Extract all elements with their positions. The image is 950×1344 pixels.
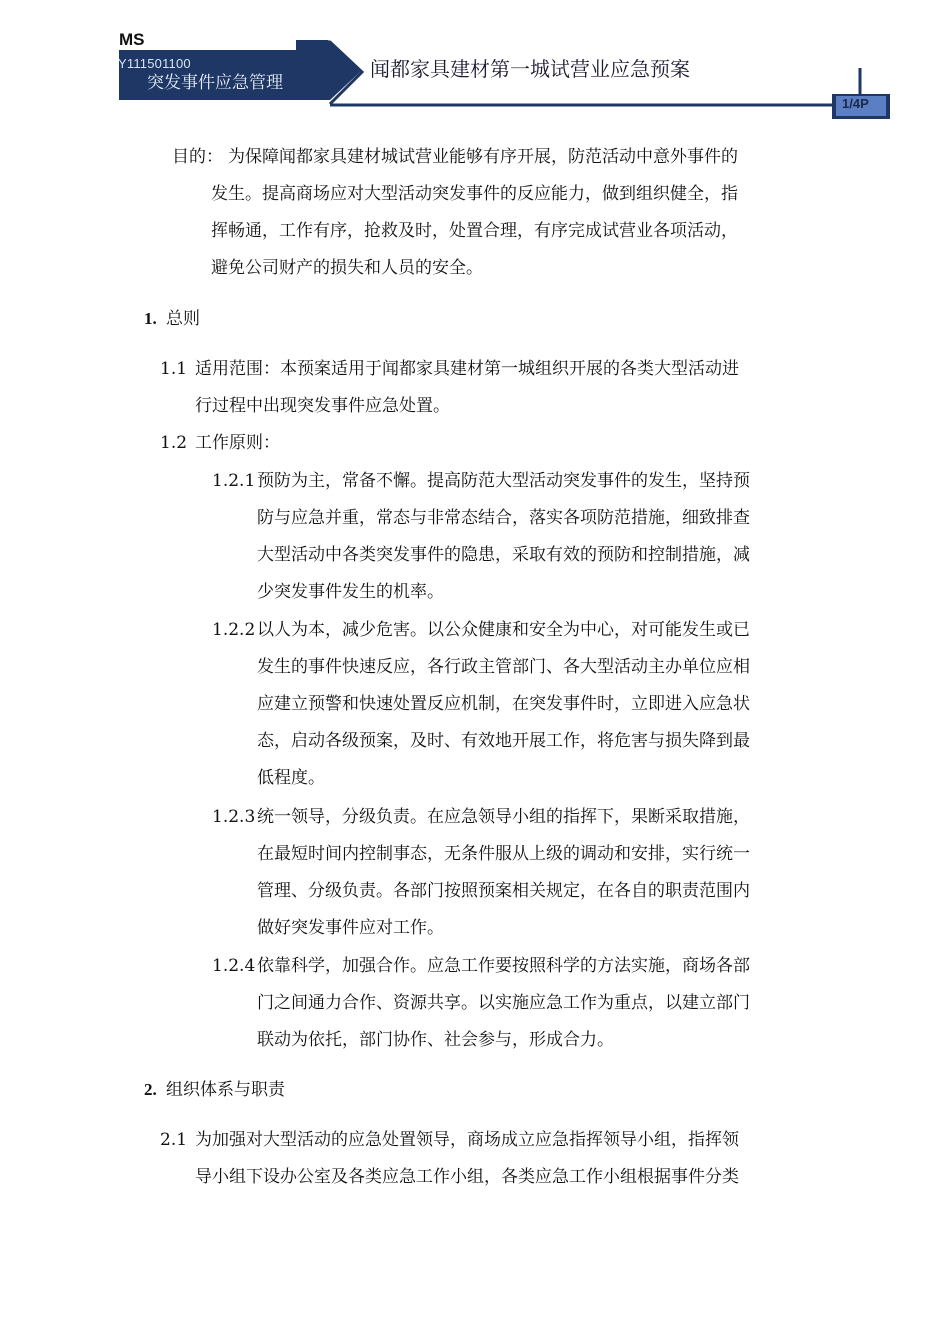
clause-line: 门之间通力合作、资源共享。以实施应急工作为重点，以建立部门 — [257, 993, 750, 1013]
clause-line: 防与应急并重，常态与非常态结合，落实各项防范措施，细致排查 — [257, 508, 750, 528]
clause-line: 少突发事件发生的机率。 — [257, 582, 444, 602]
section-2-title: 组织体系与职责 — [166, 1080, 285, 1100]
clause-line: 应建立预警和快速处置反应机制，在突发事件时，立即进入应急状 — [257, 694, 750, 714]
clause-line: 联动为依托，部门协作、社会参与，形成合力。 — [257, 1030, 614, 1050]
section-1-title: 总则 — [166, 309, 200, 329]
section-2-number: 2. — [144, 1080, 157, 1099]
section-1-number: 1. — [144, 309, 157, 328]
clause-2-1-line: 导小组下设办公室及各类应急工作小组，各类应急工作小组根据事件分类 — [195, 1167, 739, 1187]
clause-1-2-1-number: 1.2.1 — [212, 471, 256, 491]
clause-1-2-2-number: 1.2.2 — [212, 620, 256, 640]
doc-code: Y111501100 — [118, 56, 191, 71]
clause-line: 大型活动中各类突发事件的隐患，采取有效的预防和控制措施，减 — [257, 545, 750, 565]
purpose-line: 为保障闻都家具建材城试营业能够有序开展，防范活动中意外事件的 — [228, 147, 738, 167]
purpose-line: 挥畅通，工作有序，抢救及时，处置合理，有序完成试营业各项活动， — [211, 221, 738, 241]
clause-line: 统一领导，分级负责。在应急领导小组的指挥下，果断采取措施， — [257, 807, 750, 827]
clause-1-2-line: 工作原则： — [195, 433, 280, 453]
clause-line: 低程度。 — [257, 768, 325, 788]
clause-line: 态，启动各级预案，及时、有效地开展工作，将危害与损失降到最 — [257, 731, 750, 751]
clause-1-2-4-number: 1.2.4 — [212, 956, 256, 976]
clause-line: 做好突发事件应对工作。 — [257, 918, 444, 938]
clause-2-1-number: 2.1 — [160, 1130, 188, 1150]
clause-1-1-number: 1.1 — [160, 359, 188, 379]
clause-1-2-3-number: 1.2.3 — [212, 807, 256, 827]
purpose-label: 目的： — [172, 147, 223, 167]
purpose-line: 避免公司财产的损失和人员的安全。 — [211, 258, 483, 278]
clause-line: 发生的事件快速反应，各行政主管部门、各大型活动主办单位应相 — [257, 657, 750, 677]
clause-line: 以人为本，减少危害。以公众健康和安全为中心，对可能发生或已 — [257, 620, 750, 640]
doc-title: 闻都家具建材第一城试营业应急预案 — [370, 57, 690, 81]
clause-1-1-line: 行过程中出现突发事件应急处置。 — [195, 396, 450, 416]
clause-1-1-line: 适用范围：本预案适用于闻都家具建材第一城组织开展的各类大型活动进 — [195, 359, 739, 379]
page-indicator: 1/4P — [842, 96, 869, 111]
clause-1-2-number: 1.2 — [160, 433, 188, 453]
clause-2-1-line: 为加强对大型活动的应急处置领导，商场成立应急指挥领导小组，指挥领 — [195, 1130, 739, 1150]
clause-line: 在最短时间内控制事态，无条件服从上级的调动和安排，实行统一 — [257, 844, 750, 864]
header-brand-area — [119, 22, 296, 50]
purpose-line: 发生。提高商场应对大型活动突发事件的反应能力，做到组织健全，指 — [211, 184, 738, 204]
department-label: 突发事件应急管理 — [147, 73, 283, 93]
clause-line: 预防为主，常备不懈。提高防范大型活动突发事件的发生，坚持预 — [257, 471, 750, 491]
brand-label: MS — [119, 30, 145, 49]
clause-line: 依靠科学，加强合作。应急工作要按照科学的方法实施，商场各部 — [257, 956, 750, 976]
clause-line: 管理、分级负责。各部门按照预案相关规定，在各自的职责范围内 — [257, 881, 750, 901]
